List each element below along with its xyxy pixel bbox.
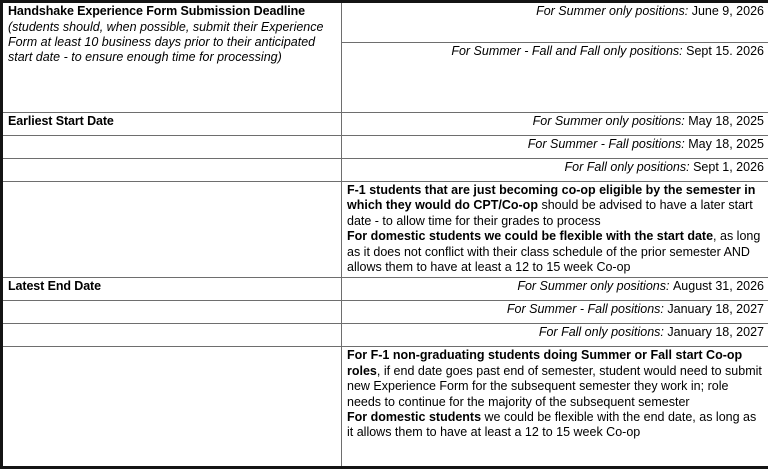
label-subtext: (students should, when possible, submit their Experience Form at least 10 business days prior to their anticipated start date - to ensure enough time for processing) — [8, 20, 337, 66]
note-paragraph — [347, 183, 764, 229]
note-regular: , if end date goes past end of semester, student would need to submit new Experience Form for the subsequent semester they work in; role needs to continue for the majority of the subsequent semester — [347, 364, 762, 409]
row-label-latest-end-date — [2, 278, 342, 301]
date-prefix: For Summer - Fall positions: — [507, 302, 664, 316]
date-value: Sept 15. 2026 — [686, 44, 764, 58]
row-value-latest-end-summer — [342, 278, 768, 301]
row-label-earliest-start-date — [2, 113, 342, 136]
table-row — [2, 301, 768, 324]
table-row — [2, 324, 768, 347]
row-value-latest-end-fall — [342, 324, 768, 347]
label-title: Handshake Experience Form Submission Deadline — [8, 4, 305, 18]
date-line — [536, 4, 764, 18]
date-value: Sept 1, 2026 — [693, 160, 764, 174]
date-value: January 18, 2027 — [667, 325, 764, 339]
note-regular: should be advised to have a later start date - to allow time for their grades to process — [347, 198, 753, 227]
date-value: June 9, 2026 — [692, 4, 764, 18]
row-value-earliest-start-fall — [342, 159, 768, 182]
note-regular: we could be flexible with the end date, as long as it allows them to have at least a 12 to 15 week Co-op — [347, 410, 756, 439]
note-paragraph — [347, 229, 764, 275]
date-value: May 18, 2025 — [688, 137, 764, 151]
date-line — [528, 137, 764, 151]
table-row — [2, 347, 768, 468]
note-bold: F-1 students that are just becoming co-op eligible by the semester in which they would do CPT/Co-op — [347, 183, 755, 212]
date-prefix: For Summer - Fall positions: — [528, 137, 685, 151]
table-row — [2, 159, 768, 182]
date-value: May 18, 2025 — [688, 114, 764, 128]
date-line — [507, 302, 764, 316]
date-prefix: For Summer only positions: — [533, 114, 685, 128]
row-value-earliest-start-summer — [342, 113, 768, 136]
date-value: January 18, 2027 — [667, 302, 764, 316]
date-line — [565, 160, 764, 174]
table-row — [2, 278, 768, 301]
row-value-handshake-deadline-summerfall — [342, 43, 768, 113]
row-value-latest-end-summerfall — [342, 301, 768, 324]
row-label-empty — [2, 324, 342, 347]
label-title: Earliest Start Date — [8, 114, 114, 128]
row-label-empty — [2, 182, 342, 278]
note-bold: For F-1 non-graduating students doing Summer or Fall start Co-op roles — [347, 348, 742, 377]
note-paragraph — [347, 348, 764, 410]
note-bold: For domestic students we could be flexible with the start date — [347, 229, 713, 243]
table-row — [2, 113, 768, 136]
note-paragraph — [347, 410, 764, 441]
label-title: Latest End Date — [8, 279, 101, 293]
row-notes-earliest-start — [342, 182, 768, 278]
row-notes-latest-end — [342, 347, 768, 468]
table-row — [2, 2, 768, 43]
note-bold: For domestic students — [347, 410, 481, 424]
row-label-empty — [2, 159, 342, 182]
date-prefix: For Fall only positions: — [565, 160, 690, 174]
date-line — [451, 44, 764, 58]
table-row — [2, 182, 768, 278]
row-value-earliest-start-summerfall — [342, 136, 768, 159]
date-prefix: For Summer only positions: — [536, 4, 688, 18]
row-label-handshake-deadline — [2, 2, 342, 113]
row-label-empty — [2, 136, 342, 159]
note-regular: , as long as it does not conflict with their class schedule of the prior semester AND allows them to have at least a 12 to 15 week Co-op — [347, 229, 760, 274]
date-line — [533, 114, 764, 128]
table-row — [2, 136, 768, 159]
row-label-empty — [2, 301, 342, 324]
row-label-empty — [2, 347, 342, 468]
row-value-handshake-deadline-summer — [342, 2, 768, 43]
date-line — [517, 279, 764, 293]
date-prefix: For Summer only positions: — [517, 279, 669, 293]
date-prefix: For Summer - Fall and Fall only positions: — [451, 44, 682, 58]
date-line — [539, 325, 764, 339]
date-value: August 31, 2026 — [673, 279, 764, 293]
date-prefix: For Fall only positions: — [539, 325, 664, 339]
